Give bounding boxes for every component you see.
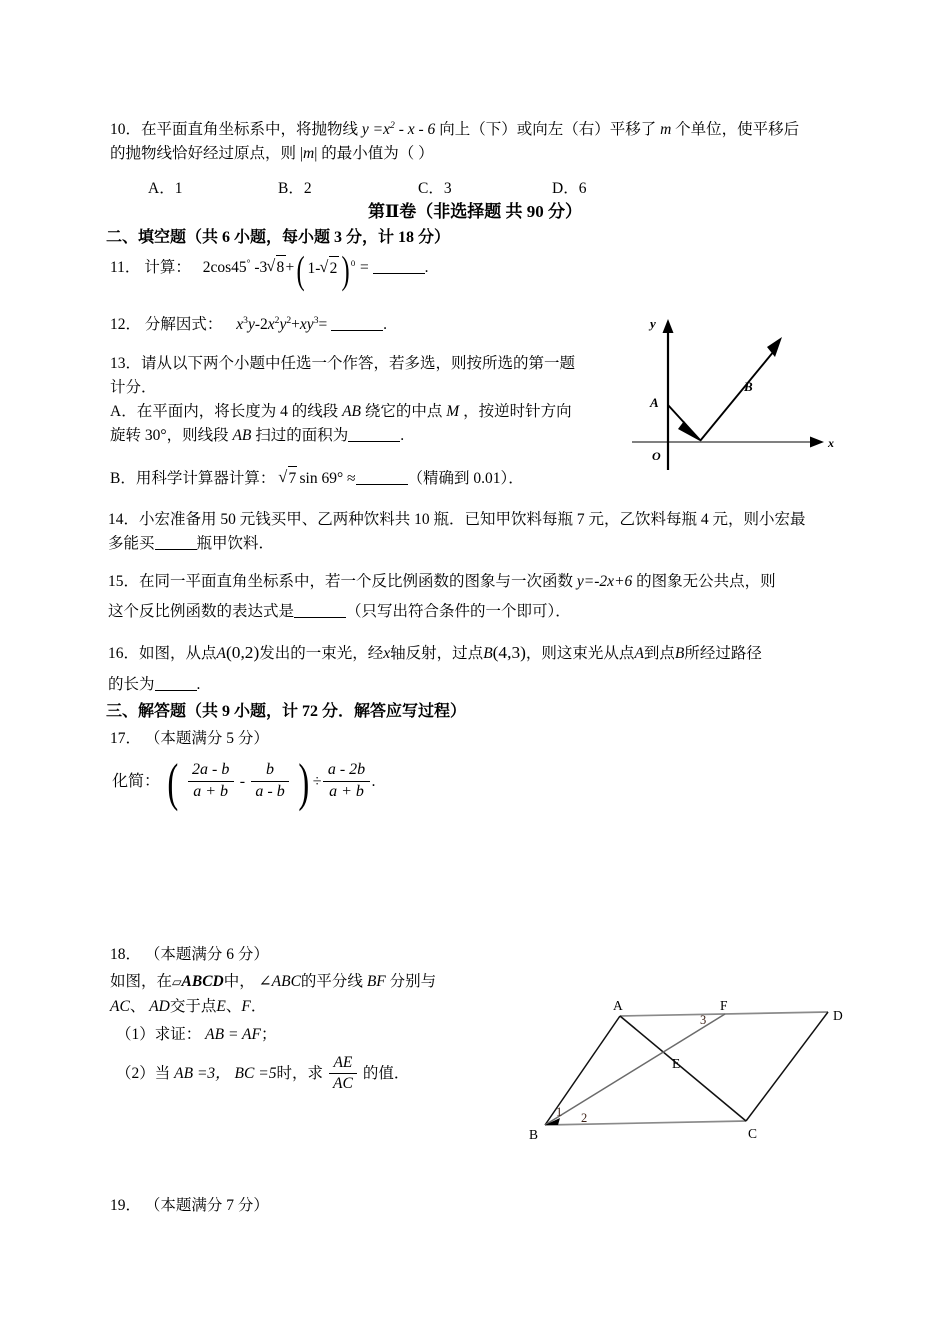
q11-paren-group: ( 1- √ 2) — [294, 256, 352, 281]
reflected-ray — [700, 351, 774, 441]
q18-item1-label: （1）求证： — [116, 1026, 202, 1043]
label-x-axis: x — [828, 436, 834, 450]
q15-number: 15． — [108, 573, 140, 590]
q13b-text-a: 用科学计算器计算： — [135, 470, 276, 487]
q13a-midpoint-m: M — [446, 403, 460, 420]
q18-point-e: E — [216, 998, 226, 1016]
label-angle-2: 2 — [581, 1111, 588, 1125]
q16-point-a2: A — [634, 645, 644, 662]
y-axis-arrow — [663, 319, 674, 333]
q18-line1-d: 分别与 — [389, 973, 437, 990]
q13a-answer-blank[interactable] — [348, 441, 400, 442]
x-axis-arrow — [810, 437, 824, 448]
q18-quad-abcd: ABCD — [181, 973, 224, 990]
q10-abs-m: |m| — [299, 144, 318, 162]
parallelogram-svg — [520, 998, 860, 1150]
q12-expression: $x^3y-2x^2y^2+xy^3=$ . — [236, 314, 387, 333]
q11-answer-blank[interactable] — [373, 273, 425, 274]
question-16 — [108, 636, 893, 700]
q11-degree: ° — [246, 257, 251, 269]
q13b-answer-blank[interactable] — [356, 484, 408, 485]
q17-score: （本题满分 5 分） — [144, 730, 269, 747]
label-vertex-d: D — [833, 1008, 843, 1023]
q17-divide: ÷ — [312, 772, 322, 790]
q12-equals: = — [318, 316, 328, 333]
q16-line2-b: . — [196, 675, 201, 693]
q10-option-d[interactable]: D．6 — [552, 180, 587, 197]
q13-option-b — [110, 466, 650, 491]
q14-number: 14． — [108, 511, 140, 528]
label-point-e: E — [672, 1056, 681, 1071]
q16-point-b2: B — [674, 645, 685, 662]
label-angle-1: 1 — [556, 1105, 563, 1119]
question-15 — [108, 567, 888, 627]
q13a-segment-ab: AB — [342, 403, 362, 420]
q13-option-a: A．在平面内，将长度为 4 的线段 AB 绕它的中点 M ，按逆时针方向 旋转 30°，则线段 AB 扫过的面积为 . — [110, 403, 572, 444]
q18-point-f: F — [241, 998, 251, 1016]
q17-bracket-group: ( $\frac{2a - b}{a + b}$ - $\frac{b}{a - b}$ ) — [167, 754, 310, 813]
q15-line2-a: 这个反比例函数的表达式是 — [108, 603, 295, 621]
q15-line2-b: （只写出符合条件的一个即可）． — [346, 603, 571, 621]
q10-line1-c: 个单位，使平移后 — [675, 121, 800, 138]
q17-fraction-2: $\frac{b}{a - b}$ — [251, 761, 289, 801]
q14-line2-a: 多能买 — [108, 534, 155, 552]
q11-equals: = — [360, 259, 369, 276]
q19-number: 19． — [110, 1197, 142, 1214]
light-reflection-svg — [620, 295, 860, 475]
section-2-header: 第Ⅱ卷（非选择题 共 90 分） — [367, 202, 583, 221]
q18-item2-end: 的值． — [362, 1065, 410, 1083]
q18-ac: AC — [110, 998, 130, 1016]
q12-term2-coef: -2 — [254, 316, 268, 333]
q17-fraction-3: $\frac{a - 2b}{a + b}$ — [323, 761, 369, 801]
q13-line2: 计分． — [110, 378, 157, 396]
q14-line1: 小宏准备用 50 元钱买甲、乙两种饮料共 10 瓶．已知甲饮料每瓶 7 元，乙饮料每瓶 4 元，则小宏最 — [139, 511, 806, 528]
q11-inner: 1- √ 2 — [307, 260, 338, 277]
q16-axis-x: x — [383, 645, 391, 662]
q16-answer-blank[interactable] — [155, 690, 197, 691]
q10-options — [0, 177, 950, 199]
q17-minus: - — [239, 772, 246, 790]
question-14 — [108, 508, 878, 555]
q12-x1: x — [236, 316, 244, 333]
q16-point-b: B — [483, 645, 493, 662]
q18-line1-c: 的平分线 — [300, 973, 363, 990]
q18-item2-mid: 时，求 — [276, 1065, 323, 1083]
q18-item2-bc: BC =5 — [234, 1065, 277, 1083]
label-point-f: F — [720, 998, 728, 1013]
question-17-body — [112, 754, 376, 813]
q13a-line2-b: 扫过的面积为 — [255, 426, 349, 444]
question-10 — [110, 118, 870, 165]
q11-minus-three: -3 — [254, 259, 268, 276]
light-reflection-figure — [620, 295, 860, 475]
q10-var-m: m — [660, 121, 672, 138]
section-3-title: 三、解答题（共 9 小题，计 72 分．解答应写过程） — [106, 703, 467, 720]
q12-plus: + — [291, 316, 300, 333]
q18-score: （本题满分 6 分） — [144, 946, 269, 963]
q10-formula: $y =x^2 - x - 6$ — [361, 119, 440, 138]
q12-number: 12． — [110, 316, 142, 333]
q13a-line1-c: ，按逆时针方向 — [463, 403, 572, 420]
q12-answer-blank[interactable] — [331, 330, 383, 331]
q16-line1-e: 到点 — [643, 645, 675, 662]
label-vertex-c: C — [748, 1126, 758, 1141]
q16-coord-b: (4,3) — [492, 643, 526, 662]
question-18-body: 如图，在▱ABCD中， ∠ABC的平分线 BF 分别与 AC、 AD交于点E、F． — [110, 973, 437, 1016]
q15-line1-b: 的图象无公共点，则 — [636, 573, 776, 590]
q15-answer-blank[interactable] — [294, 617, 346, 618]
reflected-ray-arrow — [767, 337, 782, 357]
q11-plus: + — [285, 259, 295, 276]
q10-number: 10． — [110, 121, 142, 138]
q18-line1-a: 如图，在 — [110, 973, 173, 990]
q16-point-a: A — [216, 645, 226, 662]
q13b-tag: B． — [110, 470, 136, 487]
q18-bisector-bf: BF — [366, 973, 386, 990]
q13b-sin: sin 69° — [299, 470, 344, 487]
bisector-bf — [545, 1014, 725, 1125]
q13a-tag: A． — [110, 403, 137, 420]
q11-lead: 2cos45 — [202, 259, 247, 276]
question-11 — [110, 248, 429, 293]
q13-number: 13． — [110, 355, 142, 372]
label-y-axis: y — [650, 316, 656, 331]
q10-line1-a: 在平面直角坐标系中，将抛物线 — [141, 121, 359, 138]
q10-line1-b: 向上（下）或向左（右）平移了 — [439, 121, 657, 138]
q16-line1-c: 轴反射，过点 — [390, 645, 484, 662]
q16-number: 16． — [108, 645, 140, 662]
q16-line1-f: 所经过路径 — [684, 645, 762, 662]
label-point-a: A — [650, 395, 659, 410]
q11-label: 计算： — [144, 259, 191, 276]
label-vertex-a: A — [613, 998, 623, 1013]
question-12 — [110, 313, 387, 337]
q11-exponent-zero: 0 — [350, 257, 356, 268]
parallelogram-figure — [520, 998, 860, 1150]
question-19-header — [110, 1194, 269, 1218]
q11-number: 11． — [110, 259, 141, 276]
q16-coord-a: (0,2) — [226, 643, 260, 662]
label-angle-3: 3 — [700, 1013, 707, 1027]
label-origin: O — [652, 449, 661, 463]
q13b-text-b: （精确到 0.01）． — [407, 470, 524, 487]
q18-item2-ab: AB =3， — [174, 1065, 231, 1083]
q10-line2-a: 的抛物线恰好经过原点，则 — [110, 144, 297, 162]
q13a-line2-a: 旋转 30°，则线段 — [110, 426, 229, 444]
side-bc — [545, 1121, 746, 1125]
q12-y1: y — [247, 316, 255, 333]
q13b-approx: ≈ — [347, 470, 356, 487]
q16-line1-a: 如图，从点 — [139, 645, 217, 662]
q14-line2-b: 瓶甲饮料． — [196, 534, 275, 552]
label-point-b: B — [744, 379, 753, 394]
question-17-header — [110, 727, 269, 751]
q16-line1-d: ，则这束光从点 — [525, 645, 635, 662]
q10-option-a[interactable]: A．1 — [148, 180, 183, 197]
question-13 — [110, 352, 630, 399]
q18-angle-abc: ∠ABC — [258, 973, 301, 990]
q18-number: 18． — [110, 946, 142, 963]
q13b-sqrt7: √ 7 — [279, 466, 297, 491]
q18-fraction-ae-ac: $\frac{AE}{AC}$ — [329, 1054, 357, 1093]
q15-function: y=-2x+6 — [576, 573, 633, 590]
q18-item2-lead: （2）当 — [116, 1065, 171, 1083]
q17-fraction-1: $\frac{2a - b}{a + b}$ — [188, 761, 234, 801]
q18-item1-expr: AB = AF — [205, 1026, 261, 1043]
q10-option-b[interactable]: B．2 — [278, 180, 312, 197]
diagonal-ac — [620, 1016, 746, 1121]
q10-option-c[interactable]: C．3 — [418, 180, 452, 197]
q16-line1-b: 发出的一束光，经 — [259, 645, 384, 662]
q13a-segment-ab2: AB — [232, 426, 252, 444]
q18-item-1: （1）求证： AB = AF； — [116, 1026, 277, 1043]
q13-line1: 请从以下两个小题中任选一个作答，若多选，则按所选的第一题 — [141, 355, 576, 372]
q18-parallelogram-symbol: ▱ — [172, 975, 182, 989]
q16-line2-a: 的长为 — [108, 675, 155, 693]
question-18-header — [110, 943, 269, 967]
q17-label: 化简： — [112, 772, 161, 790]
q18-line1-b: 中， — [223, 973, 255, 990]
label-vertex-b: B — [529, 1127, 539, 1142]
q13a-line1-b: 绕它的中点 — [364, 403, 443, 420]
q11-expression — [202, 248, 429, 293]
q11-period: . — [424, 259, 429, 276]
q18-ad: AD — [149, 998, 170, 1016]
incident-ray-arrow — [678, 421, 700, 441]
section-2-title: 二、填空题（共 6 小题，每小题 3 分，计 18 分） — [106, 229, 451, 246]
q13a-line1-a: 在平面内，将长度为 4 的线段 — [136, 403, 339, 420]
q18-item-2 — [116, 1055, 556, 1094]
q15-line1-a: 在同一平面直角坐标系中，若一个反比例函数的图象与一次函数 — [139, 573, 574, 590]
q12-label: 分解因式： — [144, 316, 223, 333]
q10-line2-b: 的最小值为（ ） — [321, 144, 434, 162]
q19-score: （本题满分 7 分） — [144, 1197, 269, 1214]
q11-sqrt2: √ 2 — [320, 256, 338, 281]
side-cd — [746, 1012, 828, 1121]
q17-number: 17． — [110, 730, 142, 747]
q11-sqrt8: √ 8 — [267, 255, 285, 280]
q14-answer-blank[interactable] — [155, 549, 197, 550]
q17-period: . — [371, 772, 376, 790]
